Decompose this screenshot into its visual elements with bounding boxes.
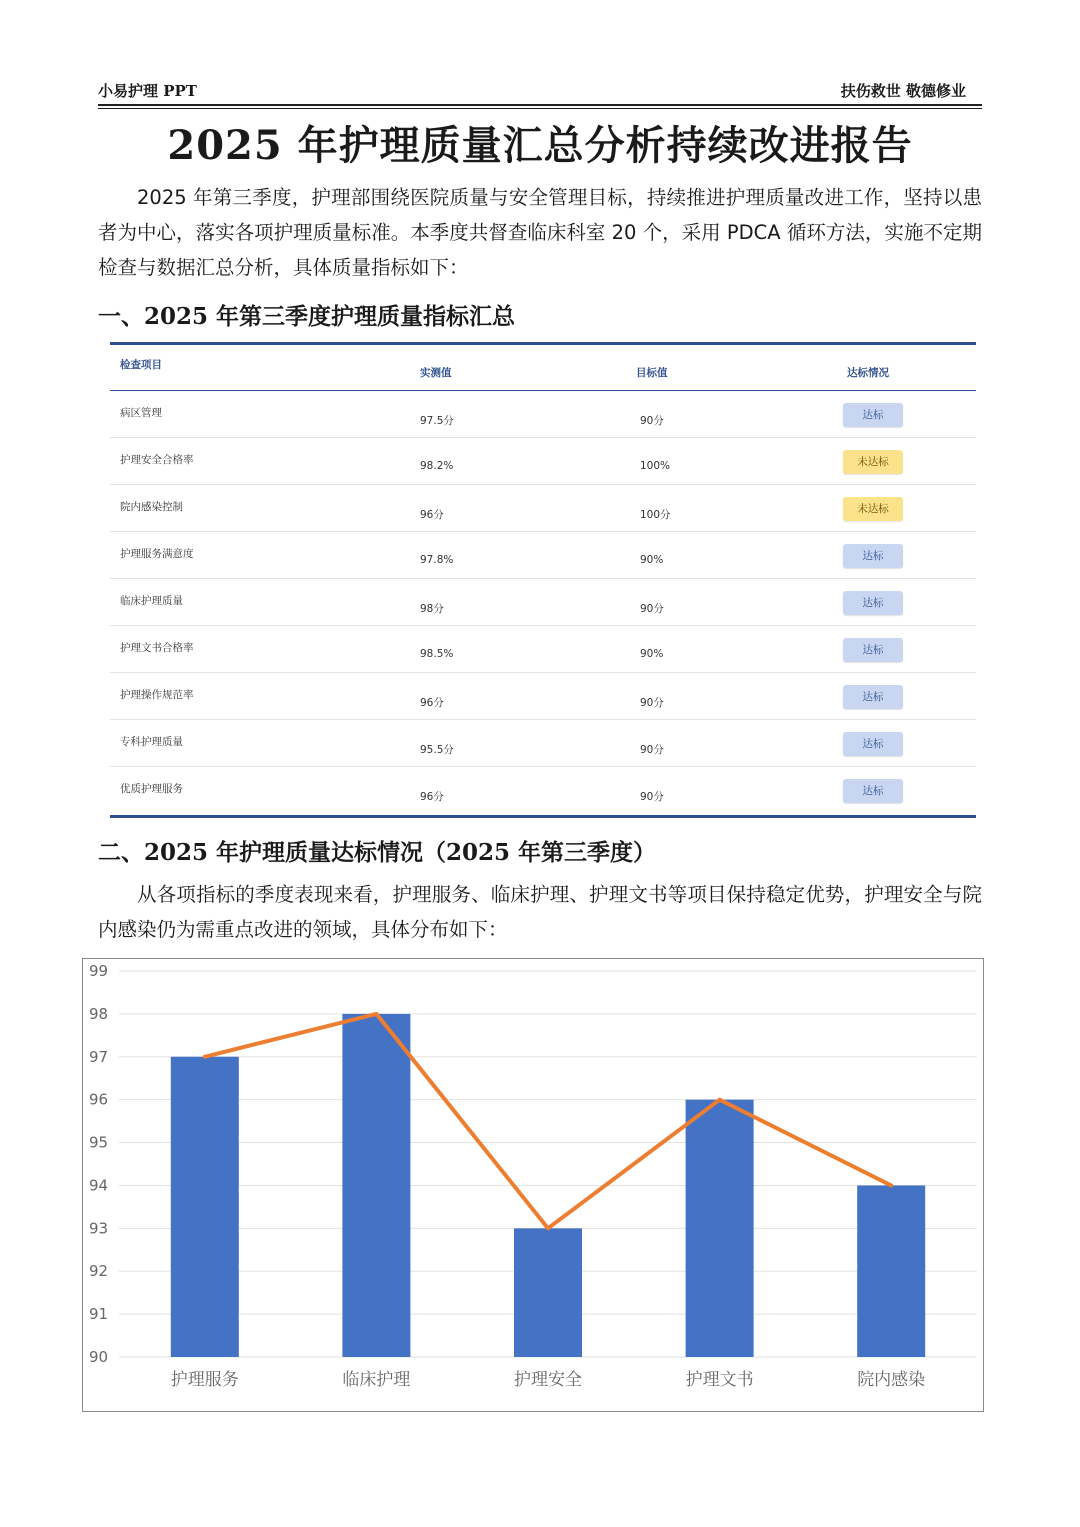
status-badge: 达标: [843, 638, 903, 662]
x-tick-label: 临床护理: [342, 1370, 411, 1390]
y-tick-label: 96: [89, 1090, 109, 1109]
cell-item: 病区管理: [120, 407, 162, 419]
y-tick-label: 92: [89, 1262, 109, 1281]
bar: [686, 1100, 754, 1357]
table-body: [110, 391, 976, 813]
y-tick-label: 97: [89, 1047, 109, 1066]
cell-item: 院内感染控制: [120, 501, 183, 513]
cell-target: 90分: [640, 415, 664, 427]
cell-item: 临床护理质量: [120, 595, 183, 607]
header-actual: 实测值: [420, 367, 452, 379]
y-tick-label: 90: [89, 1348, 109, 1366]
header-left-text: 小易护理 PPT: [98, 82, 197, 100]
status-badge: 未达标: [843, 497, 903, 521]
cell-item: 护理安全合格率: [120, 454, 194, 466]
cell-item: 护理服务满意度: [120, 548, 194, 560]
status-badge: 未达标: [843, 450, 903, 474]
cell-item: 优质护理服务: [120, 783, 183, 795]
table-row: [110, 626, 976, 673]
section-1-heading: 一、2025 年第三季度护理质量指标汇总: [98, 303, 516, 330]
y-tick-label: 93: [89, 1219, 109, 1238]
bar: [514, 1228, 582, 1357]
y-tick-label: 95: [89, 1133, 109, 1152]
cell-item: 护理操作规范率: [120, 689, 194, 701]
bar: [857, 1185, 925, 1357]
cell-target: 90%: [640, 648, 664, 660]
cell-actual: 98分: [420, 603, 444, 615]
status-badge: 达标: [843, 403, 903, 427]
status-badge: 达标: [843, 544, 903, 568]
section-2-heading: 二、2025 年护理质量达标情况（2025 年第三季度）: [98, 839, 657, 866]
table-row: [110, 532, 976, 579]
cell-actual: 96分: [420, 509, 444, 521]
cell-actual: 98.2%: [420, 460, 454, 472]
cell-item: 专科护理质量: [120, 736, 183, 748]
page-header: [98, 78, 982, 100]
y-tick-label: 94: [89, 1176, 109, 1195]
table-row: [110, 485, 976, 532]
cell-actual: 96分: [420, 697, 444, 709]
cell-actual: 95.5分: [420, 744, 454, 756]
table-row: [110, 767, 976, 813]
y-tick-label: 99: [89, 962, 109, 980]
table-row: [110, 673, 976, 720]
cell-target: 100%: [640, 460, 671, 472]
chart-svg: [83, 959, 983, 1411]
table-row: [110, 391, 976, 438]
x-tick-label: 护理文书: [685, 1370, 754, 1390]
x-tick-label: 院内感染: [857, 1370, 926, 1390]
cell-actual: 97.8%: [420, 554, 454, 566]
cell-target: 90分: [640, 744, 664, 756]
header-target: 目标值: [636, 367, 668, 379]
cell-target: 90分: [640, 697, 664, 709]
quality-indicator-table: [110, 342, 976, 818]
quality-bar-line-chart: [82, 958, 984, 1412]
cell-actual: 97.5分: [420, 415, 454, 427]
series-line: [205, 1014, 891, 1228]
header-rule-thick: [98, 104, 982, 106]
cell-item: 护理文书合格率: [120, 642, 194, 654]
y-tick-label: 91: [89, 1305, 109, 1324]
bar: [342, 1014, 410, 1357]
status-badge: 达标: [843, 685, 903, 709]
y-tick-label: 98: [89, 1004, 109, 1023]
cell-target: 90分: [640, 603, 664, 615]
status-badge: 达标: [843, 591, 903, 615]
cell-target: 100分: [640, 509, 671, 521]
x-tick-label: 护理服务: [170, 1370, 239, 1390]
status-badge: 达标: [843, 779, 903, 803]
table-row: [110, 579, 976, 626]
table-row: [110, 720, 976, 767]
header-rule-thin: [98, 108, 982, 109]
intro-paragraph: 2025 年第三季度，护理部围绕医院质量与安全管理目标，持续推进护理质量改进工作，坚持以患者为中心，落实各项护理质量标准。本季度共督查临床科室 20 个，采用 PDCA 循环方法，实施不定期检查与数据汇总分析，具体质量指标如下：: [98, 186, 982, 279]
cell-actual: 96分: [420, 791, 444, 803]
status-badge: 达标: [843, 732, 903, 756]
table-row: [110, 438, 976, 485]
cell-target: 90分: [640, 791, 664, 803]
cell-target: 90%: [640, 554, 664, 566]
header-status: 达标情况: [847, 367, 889, 379]
x-tick-label: 护理安全: [514, 1370, 582, 1390]
report-title: 2025 年护理质量汇总分析持续改进报告: [167, 122, 913, 169]
cell-actual: 98.5%: [420, 648, 454, 660]
header-item: 检查项目: [120, 359, 162, 371]
bar: [171, 1057, 239, 1357]
table-header-row: [110, 345, 976, 391]
section-2-paragraph: 从各项指标的季度表现来看，护理服务、临床护理、护理文书等项目保持稳定优势，护理安全与院内感染仍为需重点改进的领域，具体分布如下：: [98, 883, 982, 941]
header-right-text: 扶伤救世 敬德修业: [840, 82, 966, 100]
